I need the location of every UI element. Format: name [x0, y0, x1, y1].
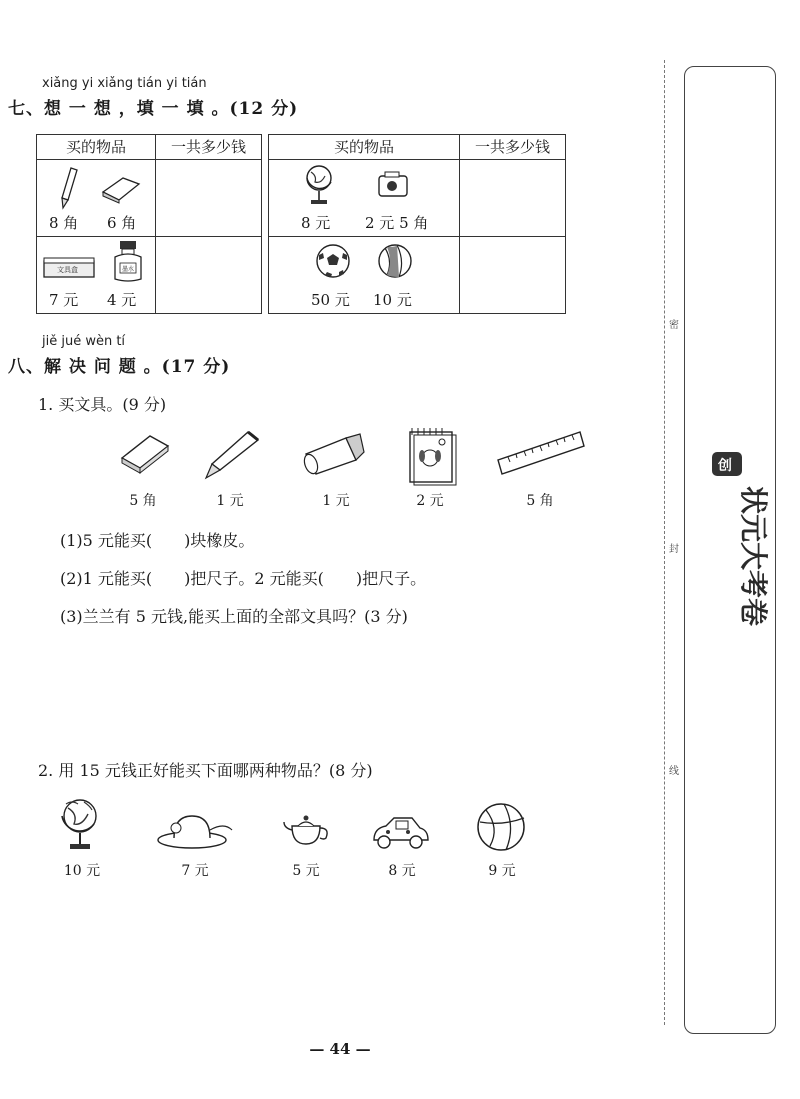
answer-cell[interactable]	[156, 237, 262, 314]
items-cell	[37, 160, 156, 237]
price: 10 元	[63, 863, 101, 879]
binding-dashed-line	[664, 60, 665, 1025]
question1-sub3: (3)兰兰有 5 元钱,能买上面的全部文具吗？(3 分)	[60, 607, 408, 626]
hat-icon	[154, 810, 236, 850]
football-icon	[313, 241, 353, 281]
price: 6 角	[107, 214, 137, 232]
price: 5 元	[292, 863, 320, 879]
price: 5 角	[526, 493, 554, 509]
ruler-icon	[494, 428, 588, 482]
glue-stick-icon	[298, 430, 368, 478]
price: 7 元	[181, 863, 209, 879]
question2-title: 2. 用 15 元钱正好能买下面哪两种物品？(8 分)	[38, 761, 373, 780]
price: 8 角	[49, 214, 79, 232]
eraser-icon	[99, 174, 143, 204]
ink-bottle-icon	[111, 239, 145, 285]
eraser-icon	[116, 430, 172, 476]
price: 50 元	[311, 291, 350, 309]
answer-cell[interactable]	[156, 160, 262, 237]
page-number: — 44 —	[309, 1040, 371, 1058]
price: 8 元	[301, 214, 331, 232]
svg-text:创: 创	[718, 458, 732, 474]
ball-icon	[375, 241, 415, 281]
section8-title: 八、解 决 问 题 。(17 分)	[8, 357, 231, 377]
section7-title: 七、想 一 想 ，填 一 填 。(12 分)	[8, 99, 299, 119]
question1-sub1: (1)5 元能买( )块橡皮。	[60, 531, 255, 550]
price-table-left	[36, 134, 262, 314]
answer-cell[interactable]	[460, 160, 566, 237]
price: 10 元	[373, 291, 412, 309]
seal-char-feng: 封	[669, 544, 679, 555]
pencil-case-icon	[41, 255, 99, 283]
items-cell	[269, 237, 460, 314]
price: 1 元	[216, 493, 244, 509]
globe-icon	[303, 162, 337, 208]
ball-icon	[474, 800, 528, 854]
seal-char-mi: 密	[669, 320, 679, 331]
question1-title: 1. 买文具。(9 分)	[38, 395, 167, 414]
col-header-total: 一共多少钱	[156, 135, 262, 160]
price: 4 元	[107, 291, 137, 309]
price: 1 元	[322, 493, 350, 509]
brand-text: 状元大考卷	[737, 486, 770, 627]
notebook-icon	[404, 426, 460, 486]
price: 9 元	[488, 863, 516, 879]
pencil-case-label: 文具盒	[57, 266, 78, 274]
price: 5 角	[129, 493, 157, 509]
section7-pinyin: xiǎng yi xiǎng tián yi tián	[42, 76, 207, 91]
price: 8 元	[388, 863, 416, 879]
question1-sub2: (2)1 元能买( )把尺子。2 元能买( )把尺子。	[60, 569, 427, 588]
col-header-item: 买的物品	[269, 135, 460, 160]
items-cell	[37, 237, 156, 314]
price: 2 元 5 角	[365, 214, 429, 232]
brand-logo-graphic	[704, 450, 770, 640]
items-cell	[269, 160, 460, 237]
price-table-right	[268, 134, 566, 314]
ink-label: 墨水	[122, 266, 135, 273]
pencil-sharpener-icon	[375, 168, 413, 202]
col-header-total: 一共多少钱	[460, 135, 566, 160]
teapot-icon	[282, 810, 332, 852]
section8-pinyin: jiě jué wèn tí	[42, 334, 126, 349]
price: 2 元	[416, 493, 444, 509]
price: 7 元	[49, 291, 79, 309]
col-header-item: 买的物品	[37, 135, 156, 160]
seal-char-xian: 线	[669, 766, 679, 777]
pencil-icon	[59, 166, 79, 210]
pencil-icon	[202, 428, 262, 480]
answer-cell[interactable]	[460, 237, 566, 314]
brand-logo	[704, 450, 770, 640]
globe-icon	[58, 796, 102, 854]
toy-car-icon	[368, 812, 432, 854]
